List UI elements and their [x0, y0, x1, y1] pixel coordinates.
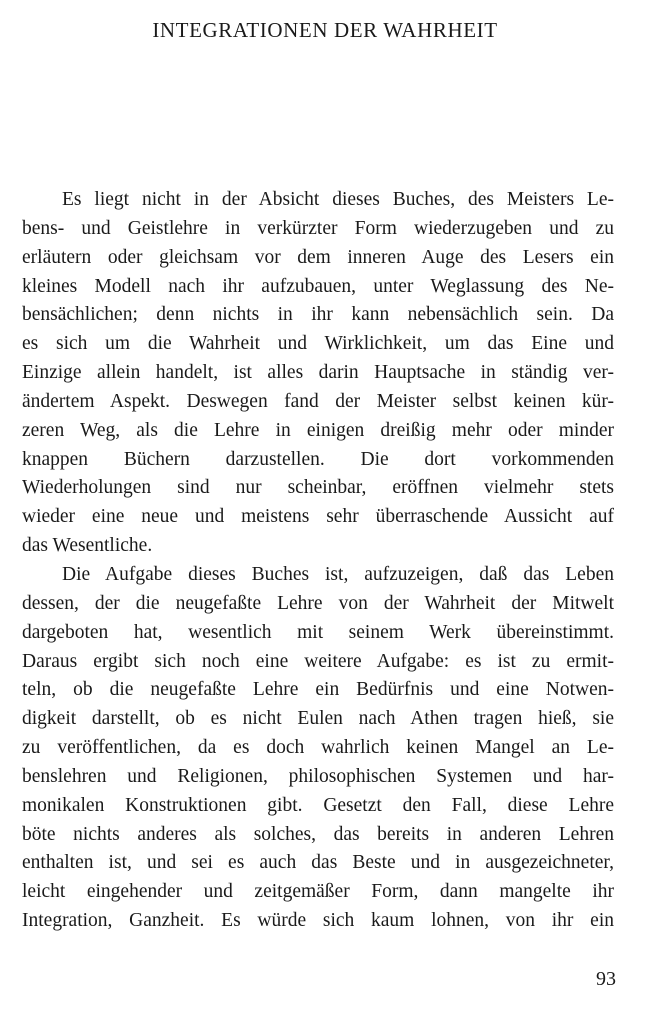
text-line: bens- und Geistlehre in verkürzter Form wiederzugeben und zu — [22, 217, 614, 239]
body-text — [22, 186, 614, 936]
paragraph-2 — [22, 561, 614, 936]
text-line: digkeit darstellt, ob es nicht Eulen nach Athen tragen hieß, sie — [22, 708, 614, 730]
text-line: Wiederholungen sind nur scheinbar, eröffnen vielmehr stets — [22, 477, 614, 499]
text-line: böte nichts anderes als solches, das bereits in anderen Lehren — [22, 823, 614, 845]
text-line: wieder eine neue und meistens sehr überraschende Aussicht auf — [22, 506, 614, 528]
text-line: enthalten ist, und sei es auch das Beste und in ausgezeichneter, — [22, 852, 614, 874]
text-line: Es liegt nicht in der Absicht dieses Buches, des Meisters Le- — [62, 189, 614, 210]
text-line: monikalen Konstruktionen gibt. Gesetzt den Fall, diese Lehre — [22, 794, 614, 816]
text-line: dargeboten hat, wesentlich mit seinem Werk übereinstimmt. — [22, 621, 614, 643]
text-line: Daraus ergibt sich noch eine weitere Aufgabe: es ist zu ermit- — [22, 650, 614, 672]
text-line: benslehren und Religionen, philosophischen Systemen und har- — [22, 765, 614, 787]
text-line: zeren Weg, als die Lehre in einigen dreißig mehr oder minder — [22, 419, 614, 441]
text-line: es sich um die Wahrheit und Wirklichkeit, um das Eine und — [22, 333, 614, 355]
page-number: 93 — [596, 968, 616, 990]
text-line: zu veröffentlichen, da es doch wahrlich keinen Mangel an Le- — [22, 737, 614, 759]
running-title: INTEGRATIONEN DER WAHRHEIT — [152, 18, 498, 42]
paragraph-1 — [22, 186, 614, 561]
text-line: teln, ob die neugefaßte Lehre ein Bedürfnis und eine Notwen- — [22, 679, 614, 701]
text-line: bensächlichen; denn nichts in ihr kann nebensächlich sein. Da — [22, 304, 614, 326]
text-line: ändertem Aspekt. Deswegen fand der Meister selbst keinen kür- — [22, 390, 614, 412]
text-line: dessen, der die neugefaßte Lehre von der Wahrheit der Mitwelt — [22, 592, 614, 614]
text-line: Die Aufgabe dieses Buches ist, aufzuzeigen, daß das Leben — [62, 563, 614, 585]
text-line: Einzige allein handelt, ist alles darin Hauptsache in ständig ver- — [22, 362, 614, 384]
text-line: kleines Modell nach ihr aufzubauen, unter Weglassung des Ne- — [22, 275, 614, 297]
text-line: knappen Büchern darzustellen. Die dort vorkommenden — [22, 448, 614, 470]
text-line: leicht eingehender und zeitgemäßer Form, dann mangelte ihr — [22, 881, 614, 903]
text-line: das Wesentliche. — [22, 535, 153, 557]
text-line: erläutern oder gleichsam vor dem inneren Auge des Lesers ein — [22, 246, 614, 268]
text-line: Integration, Ganzheit. Es würde sich kaum lohnen, von ihr ein — [22, 910, 614, 932]
